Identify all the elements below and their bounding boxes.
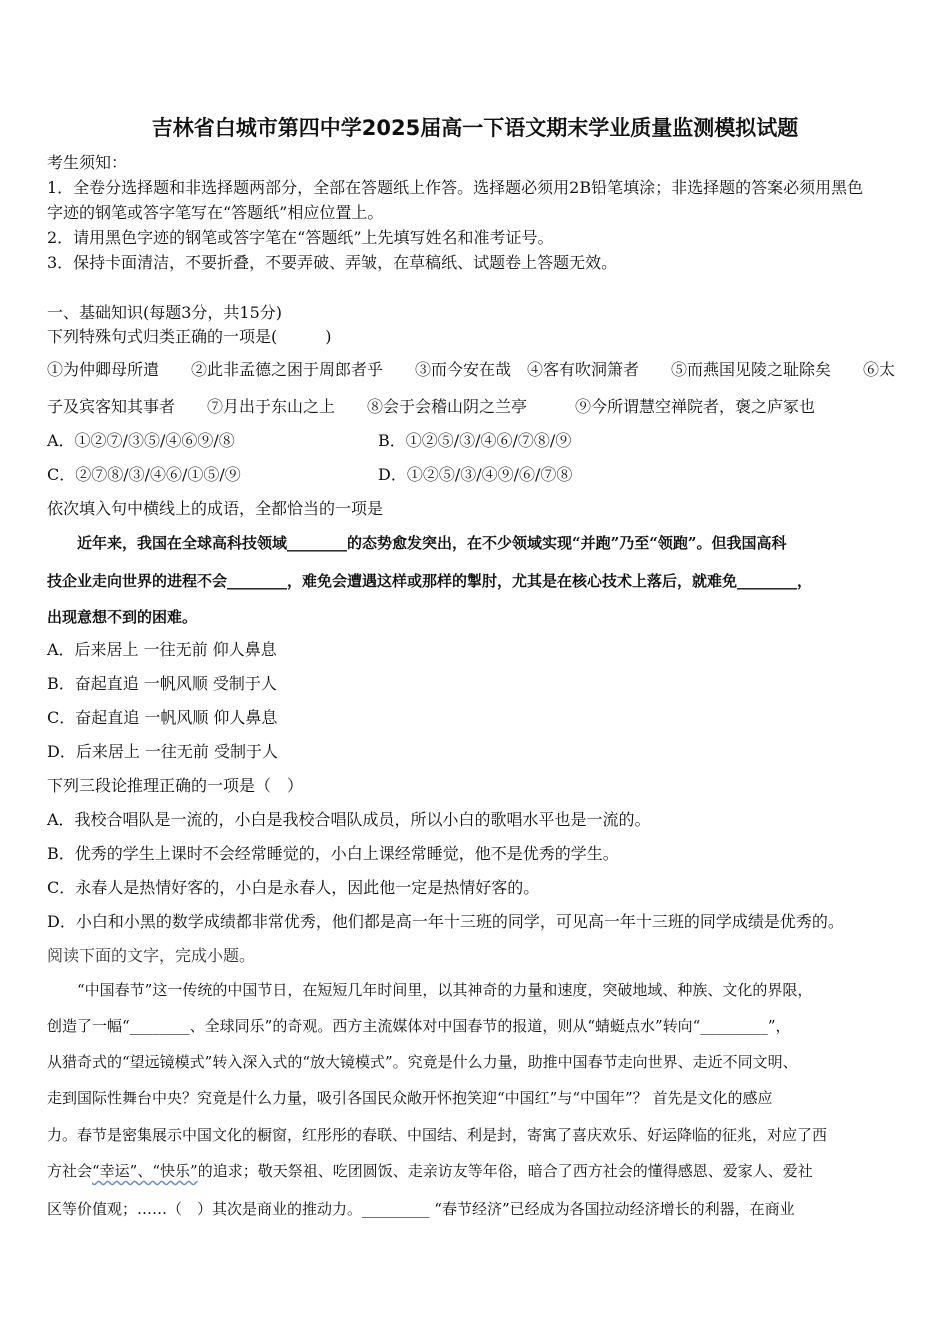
reading-line: 走到国际性舞台中央？究竟是什么力量，吸引各国民众敞开怀抱笑迎“中国红”与“中国年”？ 首先是文化的感应 <box>47 1089 773 1107</box>
question-stem: 下列特殊句式归类正确的一项是( ) <box>47 327 332 346</box>
question-stem: 依次填入句中横线上的成语，全都恰当的一项是 <box>47 499 384 518</box>
reading-text: 的追求；敬天祭祖、吃团圆饭、走亲访友等年俗，暗合了西方社会的懂得感恩、爱家人、爱社 <box>197 1162 813 1180</box>
question-text: ①为仲卿母所遣 ②此非孟德之困于周郎者乎 ③而今安在哉 ④客有吹洞箫者 ⑤而燕国见陵之耻除矣 ⑥太 <box>47 360 896 379</box>
reading-text: 方社会 <box>47 1162 93 1180</box>
option-b: B．①②⑤/③/④⑥/⑦⑧/⑨ <box>378 431 572 450</box>
page-title: 吉林省白城市第四中学2025届高一下语文期末学业质量监测模拟试题 <box>151 116 799 140</box>
question-passage: 近年来，我国在全球高科技领域________的态势愈发突出，在不少领域实现“并跑”乃至“领跑”。但我国高科 <box>47 534 787 552</box>
option-c: C．②⑦⑧/③/④⑥/①⑤/⑨ <box>47 465 241 484</box>
option-b: B．奋起直追 一帆风顺 受制于人 <box>47 674 277 693</box>
notice-item: 2．请用黑色字迹的钢笔或答字笔在“答题纸”上先填写姓名和准考证号。 <box>47 228 554 247</box>
option-c: C．奋起直追 一帆风顺 仰人鼻息 <box>47 708 278 727</box>
option-a: A．后来居上 一往无前 仰人鼻息 <box>47 640 277 659</box>
question-text: 子及宾客知其事者 ⑦月出于东山之上 ⑧会于会稽山阴之兰亭 ⑨今所谓慧空禅院者，褒之庐冢也 <box>47 397 816 416</box>
option-a: A．①②⑦/③⑤/④⑥⑨/⑧ <box>47 431 235 450</box>
reading-line: 力。春节是密集展示中国文化的橱窗，红彤彤的春联、中国结、利是封，寄寓了喜庆欢乐、好运降临的征兆，对应了西 <box>47 1126 828 1144</box>
question-passage: 出现意想不到的困难。 <box>47 608 198 626</box>
question-passage: 技企业走向世界的进程不会________，难免会遭遇这样或那样的掣肘，尤其是在核心技术上落后，就难免________， <box>47 572 813 590</box>
notice-item: 1．全卷分选择题和非选择题两部分，全部在答题纸上作答。选择题必须用2B铅笔填涂；非选择题的答案必须用黑色 <box>47 178 864 197</box>
option-b: B．优秀的学生上课时不会经常睡觉的，小白上课经常睡觉，他不是优秀的学生。 <box>47 844 619 863</box>
notice-item: 字迹的钢笔或答字笔写在“答题纸”相应位置上。 <box>47 203 384 222</box>
reading-line: 区等价值观；……（ ）其次是商业的推动力。_________ “春节经济”已经成为各国拉动经济增长的利器，在商业 <box>47 1200 795 1218</box>
section-heading: 一、基础知识(每题3分，共15分) <box>47 303 283 322</box>
reading-line <box>47 1160 813 1182</box>
reading-line: 从猎奇式的“望远镜模式”转入深入式的“放大镜模式”。究竟是什么力量，助推中国春节走向世界、走近不同文明、 <box>47 1053 798 1071</box>
notice-item: 3．保持卡面清洁，不要折叠，不要弄破、弄皱，在草稿纸、试题卷上答题无效。 <box>47 253 618 272</box>
wavy-underlined-text: “幸运”、“快乐” <box>92 1162 198 1180</box>
option-d: D．小白和小黑的数学成绩都非常优秀，他们都是高一年十三班的同学，可见高一年十三班的同学成绩是优秀的。 <box>47 912 844 931</box>
option-a: A．我校合唱队是一流的，小白是我校合唱队成员，所以小白的歌唱水平也是一流的。 <box>47 810 651 829</box>
notice-heading: 考生须知： <box>47 153 128 172</box>
option-d: D．①②⑤/③/④⑨/⑥/⑦⑧ <box>378 465 573 484</box>
reading-line: “中国春节”这一传统的中国节日，在短短几年时间里，以其神奇的力量和速度，突破地域、种族、文化的界限， <box>47 981 813 999</box>
option-c: C．永春人是热情好客的，小白是永春人，因此他一定是热情好客的。 <box>47 878 540 897</box>
reading-line: 创造了一幅“________、全球同乐”的奇观。西方主流媒体对中国春节的报道，则从“蜻蜓点水”转向“_________”， <box>47 1017 791 1035</box>
reading-intro: 阅读下面的文字，完成小题。 <box>47 946 256 965</box>
question-stem: 下列三段论推理正确的一项是（ ） <box>47 776 304 795</box>
option-d: D．后来居上 一往无前 受制于人 <box>47 742 279 761</box>
